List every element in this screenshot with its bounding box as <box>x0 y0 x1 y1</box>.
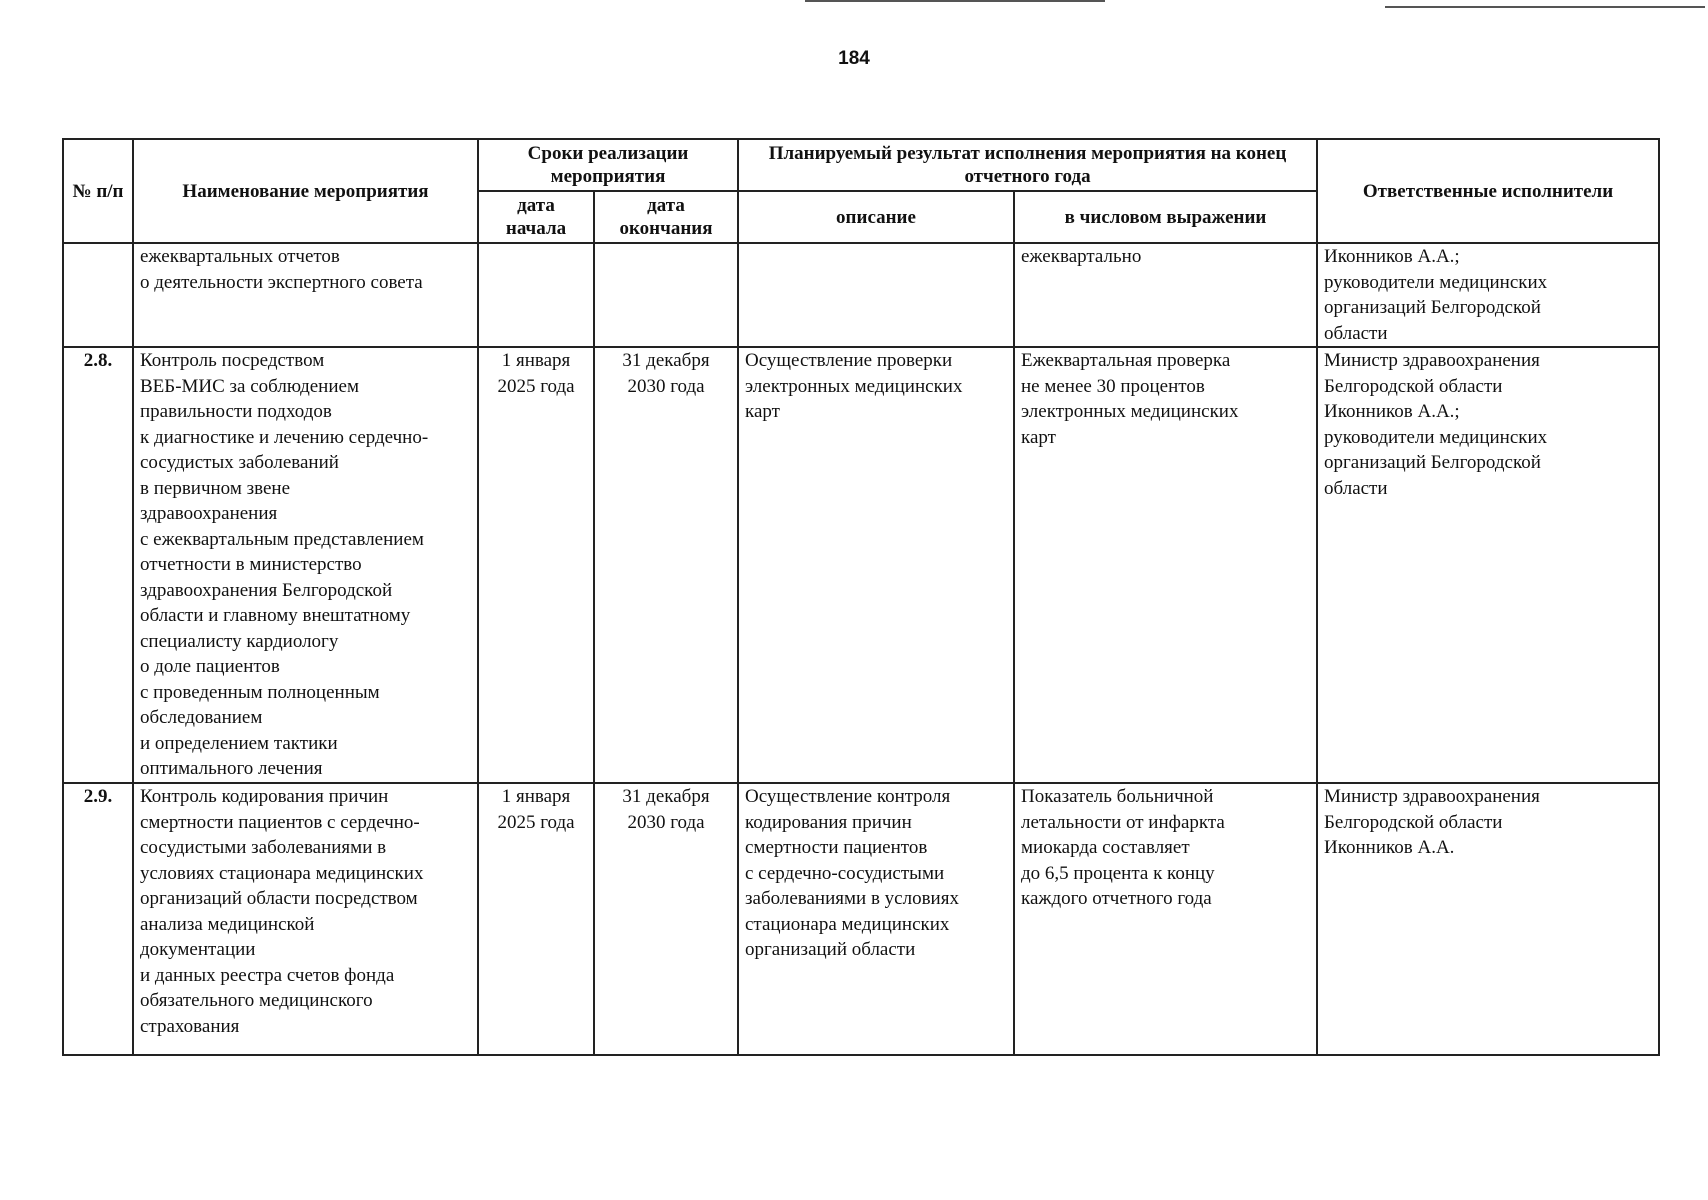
result-numeric-line: не менее 30 процентов <box>1021 375 1205 397</box>
event-name-line: ежеквартальных отчетов <box>140 246 340 267</box>
table-row <box>63 243 1659 347</box>
row-number-cell: 2.9. <box>63 783 133 1055</box>
header-description: описание <box>738 191 1014 243</box>
result-description-line: кодирования причин <box>745 811 912 833</box>
end-date-cell <box>594 783 738 1055</box>
header-result: Планируемый результат исполнения мероприятия на конец отчетного года <box>738 139 1317 191</box>
event-name-line: с проведенным полноценным <box>140 681 380 703</box>
table-row <box>63 347 1659 783</box>
event-name-line: о деятельности экспертного совета <box>140 271 423 293</box>
event-name-line: документации <box>140 939 256 960</box>
event-name-line: анализа медицинской <box>140 913 315 935</box>
result-description-line: Осуществление контроля <box>745 786 951 807</box>
start-date-line: 2025 года <box>497 375 575 397</box>
result-description-line: организаций области <box>745 939 916 960</box>
responsible-line: организаций Белгородской <box>1324 452 1541 473</box>
header-row-1 <box>63 139 1659 191</box>
result-numeric-line: ежеквартально <box>1021 246 1142 267</box>
result-numeric-cell <box>1014 783 1317 1055</box>
result-numeric-line: карт <box>1021 426 1056 448</box>
event-name-line: и данных реестра счетов фонда <box>140 964 395 986</box>
result-description-line: Осуществление проверки <box>745 350 953 371</box>
start-date-cell <box>478 243 594 347</box>
result-numeric-line: миокарда составляет <box>1021 837 1190 858</box>
result-numeric-line: Показатель больничной <box>1021 786 1214 807</box>
event-name-cell <box>133 347 478 783</box>
header-name: Наименование мероприятия <box>133 139 478 243</box>
event-name-line: смертности пациентов с сердечно- <box>140 811 420 833</box>
plan-table <box>62 138 1660 1056</box>
event-name-line: о доле пациентов <box>140 656 280 677</box>
event-name-line: Контроль кодирования причин <box>140 786 389 807</box>
responsible-line: Белгородской области <box>1324 811 1503 833</box>
responsible-line: Иконников А.А.; <box>1324 246 1460 267</box>
start-date-line: 1 января <box>501 786 571 807</box>
scan-mark-top-2 <box>1385 6 1705 8</box>
responsible-line: руководители медицинских <box>1324 271 1548 293</box>
event-name-line: ВЕБ-МИС за соблюдением <box>140 375 359 397</box>
responsible-cell <box>1317 243 1659 347</box>
start-date-line: 2025 года <box>497 811 575 833</box>
event-name-line: сосудистых заболеваний <box>140 452 339 473</box>
event-name-line: обследованием <box>140 707 263 728</box>
event-name-line: и определением тактики <box>140 732 338 754</box>
header-numeric: в числовом выражении <box>1014 191 1317 243</box>
responsible-line: области <box>1324 477 1388 499</box>
end-date-line: 31 декабря <box>622 786 710 807</box>
row-number-cell: 2.8. <box>63 347 133 783</box>
event-name-line: в первичном звене <box>140 477 290 499</box>
result-description-line: электронных медицинских <box>745 375 963 397</box>
header-num: № п/п <box>63 139 133 243</box>
result-numeric-line: до 6,5 процента к концу <box>1021 862 1215 884</box>
result-description-cell <box>738 243 1014 347</box>
start-date-line: 1 января <box>501 350 571 371</box>
responsible-line: области <box>1324 322 1388 344</box>
header-terms: Сроки реализации мероприятия <box>478 139 738 191</box>
event-name-line: специалисту кардиологу <box>140 630 339 652</box>
header-end-date: дата окончания <box>594 191 738 243</box>
event-name-cell <box>133 243 478 347</box>
end-date-line: 31 декабря <box>622 350 710 371</box>
end-date-cell <box>594 347 738 783</box>
responsible-line: Министр здравоохранения <box>1324 786 1540 807</box>
responsible-cell <box>1317 783 1659 1055</box>
event-name-line: здравоохранения <box>140 503 278 524</box>
event-name-line: страхования <box>140 1015 240 1037</box>
page-number: 184 <box>838 48 870 69</box>
header-responsible: Ответственные исполнители <box>1317 139 1659 243</box>
event-name-line: правильности подходов <box>140 401 332 422</box>
event-name-line: здравоохранения Белгородской <box>140 579 393 601</box>
result-numeric-cell <box>1014 243 1317 347</box>
result-numeric-line: летальности от инфаркта <box>1021 811 1225 833</box>
table-row <box>63 783 1659 1055</box>
event-name-line: сосудистыми заболеваниями в <box>140 837 387 858</box>
scan-mark-top-1 <box>805 0 1105 2</box>
responsible-line: Министр здравоохранения <box>1324 350 1540 371</box>
event-name-line: к диагностике и лечению сердечно- <box>140 426 429 448</box>
start-date-cell <box>478 347 594 783</box>
start-date-cell <box>478 783 594 1055</box>
result-numeric-line: каждого отчетного года <box>1021 888 1212 909</box>
result-numeric-line: электронных медицинских <box>1021 401 1239 422</box>
header-start-date: дата начала <box>478 191 594 243</box>
responsible-line: Белгородской области <box>1324 375 1503 397</box>
event-name-line: отчетности в министерство <box>140 554 362 575</box>
responsible-cell <box>1317 347 1659 783</box>
result-description-line: карт <box>745 401 780 422</box>
end-date-cell <box>594 243 738 347</box>
result-numeric-cell <box>1014 347 1317 783</box>
row-number-cell <box>63 243 133 347</box>
result-description-line: с сердечно-сосудистыми <box>745 862 945 884</box>
result-description-line: смертности пациентов <box>745 837 928 858</box>
responsible-line: организаций Белгородской <box>1324 297 1541 318</box>
event-name-line: обязательного медицинского <box>140 990 373 1011</box>
event-name-line: условиях стационара медицинских <box>140 862 424 884</box>
event-name-line: с ежеквартальным представлением <box>140 528 424 550</box>
responsible-line: руководители медицинских <box>1324 426 1548 448</box>
event-name-line: организаций области посредством <box>140 888 418 909</box>
table-body <box>63 243 1659 1055</box>
end-date-line: 2030 года <box>627 375 705 397</box>
result-description-line: заболеваниями в условиях <box>745 888 959 909</box>
result-description-line: стационара медицинских <box>745 913 950 935</box>
responsible-line: Иконников А.А. <box>1324 837 1455 858</box>
event-name-line: оптимального лечения <box>140 758 323 779</box>
responsible-line: Иконников А.А.; <box>1324 401 1460 422</box>
event-name-line: Контроль посредством <box>140 350 325 371</box>
end-date-line: 2030 года <box>627 811 705 833</box>
event-name-cell <box>133 783 478 1055</box>
result-description-cell <box>738 347 1014 783</box>
result-description-cell <box>738 783 1014 1055</box>
event-name-line: области и главному внештатному <box>140 605 411 626</box>
result-numeric-line: Ежеквартальная проверка <box>1021 350 1231 371</box>
